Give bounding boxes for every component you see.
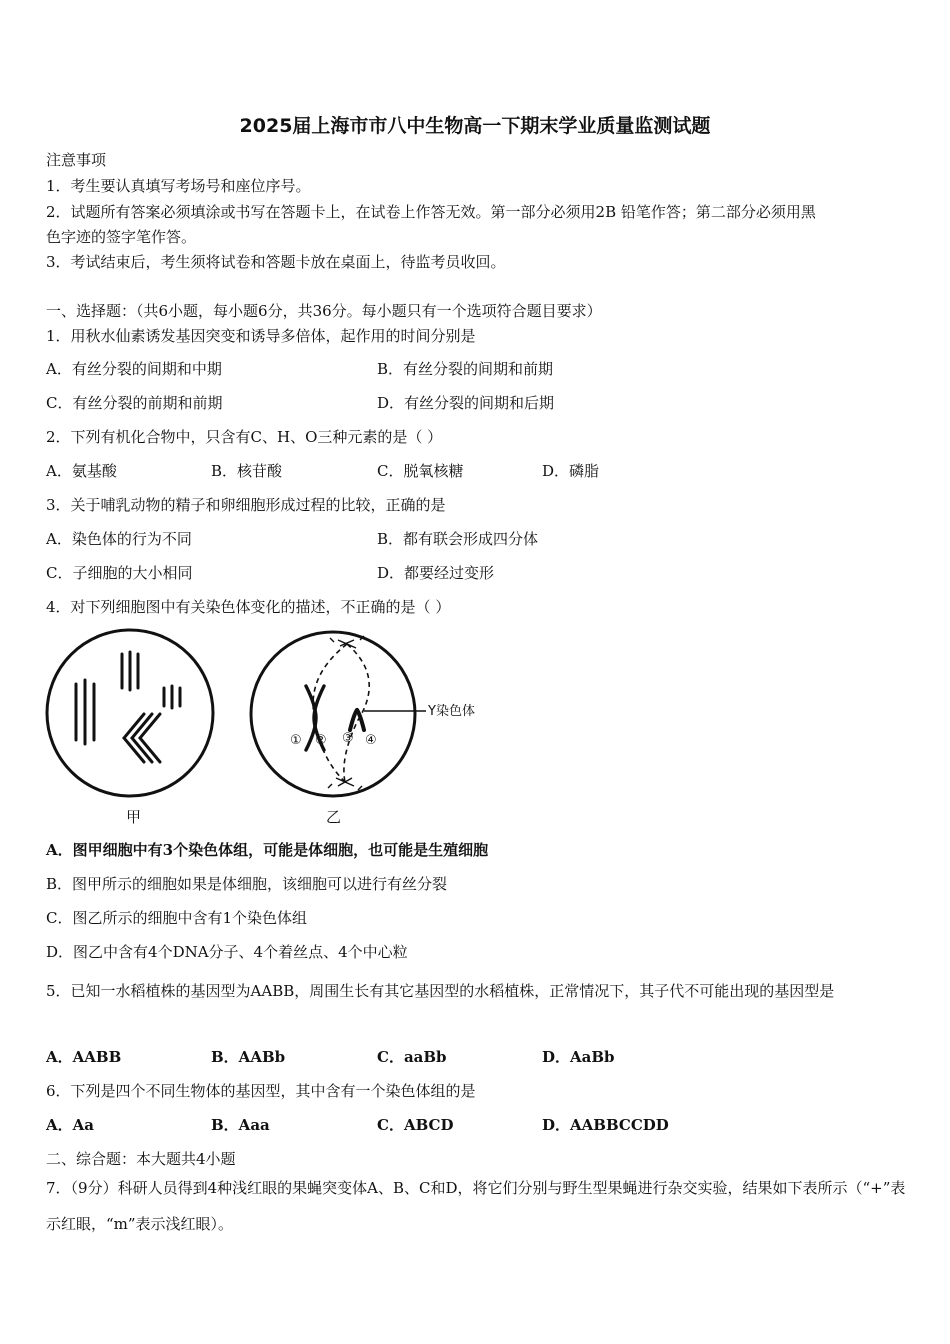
notice-item-1: 1．考生要认真填写考场号和座位序号。 bbox=[46, 177, 311, 195]
label-4: ④ bbox=[365, 733, 377, 748]
q5-stem: 5．已知一水稻植株的基因型为AABB，周围生长有其它基因型的水稻植株，正常情况下，其子代不可能出现的基因型是 bbox=[46, 982, 835, 1000]
notice-item-3: 3．考试结束后，考生须将试卷和答题卡放在桌面上，待监考员收回。 bbox=[46, 253, 506, 271]
cell-yi bbox=[251, 632, 475, 826]
q4-option-a[interactable]: A．图甲细胞中有3个染色体组，可能是体细胞，也可能是生殖细胞 bbox=[46, 841, 489, 859]
q1-option-a[interactable]: A．有丝分裂的间期和中期 bbox=[46, 360, 222, 378]
q4-option-c[interactable]: C．图乙所示的细胞中含有1个染色体组 bbox=[46, 909, 308, 927]
q6-stem: 6．下列是四个不同生物体的基因型，其中含有一个染色体组的是 bbox=[46, 1082, 476, 1100]
q1-stem: 1．用秋水仙素诱发基因突变和诱导多倍体，起作用的时间分别是 bbox=[46, 327, 476, 345]
notice-item-2: 2．试题所有答案必须填涂或书写在答题卡上，在试卷上作答无效。第一部分必须用2B 铅笔作答；第二部分必须用黑 bbox=[46, 203, 816, 221]
notice-heading: 注意事项 bbox=[46, 151, 107, 169]
page-title: 2025届上海市市八中生物高一下期末学业质量监测试题 bbox=[239, 115, 711, 137]
q3-option-d[interactable]: D．都要经过变形 bbox=[377, 564, 495, 582]
q3-option-c[interactable]: C．子细胞的大小相同 bbox=[46, 564, 193, 582]
label-3: ③ bbox=[342, 731, 354, 746]
q5-option-a[interactable]: A．AABB bbox=[46, 1048, 122, 1066]
q6-option-d[interactable]: D．AABBCCDD bbox=[542, 1116, 669, 1134]
q3-option-a[interactable]: A．染色体的行为不同 bbox=[46, 530, 192, 548]
q4-stem: 4．对下列细胞图中有关染色体变化的描述，不正确的是（ ） bbox=[46, 598, 451, 616]
q1-option-d[interactable]: D．有丝分裂的间期和后期 bbox=[377, 394, 555, 412]
q4-option-b[interactable]: B．图甲所示的细胞如果是体细胞，该细胞可以进行有丝分裂 bbox=[46, 875, 448, 893]
q2-option-c[interactable]: C．脱氧核糖 bbox=[377, 462, 464, 480]
q2-stem: 2．下列有机化合物中，只含有C、H、O三种元素的是（ ） bbox=[46, 428, 443, 446]
notice-item-2-cont: 色字迹的签字笔作答。 bbox=[46, 228, 197, 246]
cell-figure bbox=[40, 622, 500, 832]
q1-option-c[interactable]: C．有丝分裂的前期和前期 bbox=[46, 394, 223, 412]
q6-option-c[interactable]: C．ABCD bbox=[377, 1116, 454, 1134]
q3-stem: 3．关于哺乳动物的精子和卵细胞形成过程的比较，正确的是 bbox=[46, 496, 446, 514]
q7-stem: 7．（9分）科研人员得到4种浅红眼的果蝇突变体A、B、C和D，将它们分别与野生型果蝇进行杂交实验，结果如下表所示（“+”表示红眼，“m”表示浅红眼）。 bbox=[46, 1179, 906, 1233]
q2-option-b[interactable]: B．核苷酸 bbox=[211, 462, 283, 480]
q5-option-d[interactable]: D．AaBb bbox=[542, 1048, 615, 1066]
cell-yi-label: 乙 bbox=[326, 808, 342, 826]
cell-jia-label: 甲 bbox=[126, 808, 142, 826]
section2-heading: 二、综合题：本大题共4小题 bbox=[46, 1150, 236, 1168]
q4-option-d[interactable]: D．图乙中含有4个DNA分子、4个着丝点、4个中心粒 bbox=[46, 943, 408, 961]
section1-heading: 一、选择题：（共6小题，每小题6分，共36分。每小题只有一个选项符合题目要求） bbox=[46, 302, 602, 320]
cell-jia bbox=[47, 630, 213, 826]
label-1: ① bbox=[290, 733, 302, 748]
q2-option-d[interactable]: D．磷脂 bbox=[542, 462, 600, 480]
q1-option-b[interactable]: B．有丝分裂的间期和前期 bbox=[377, 360, 554, 378]
q5-option-c[interactable]: C．aaBb bbox=[377, 1048, 447, 1066]
q6-option-a[interactable]: A．Aa bbox=[46, 1116, 94, 1134]
q6-option-b[interactable]: B．Aaa bbox=[211, 1116, 270, 1134]
q2-option-a[interactable]: A．氨基酸 bbox=[46, 462, 117, 480]
label-2: ② bbox=[315, 733, 327, 748]
q5-option-b[interactable]: B．AABb bbox=[211, 1048, 286, 1066]
q3-option-b[interactable]: B．都有联会形成四分体 bbox=[377, 530, 539, 548]
y-chromosome-label: Y染色体 bbox=[428, 704, 475, 719]
